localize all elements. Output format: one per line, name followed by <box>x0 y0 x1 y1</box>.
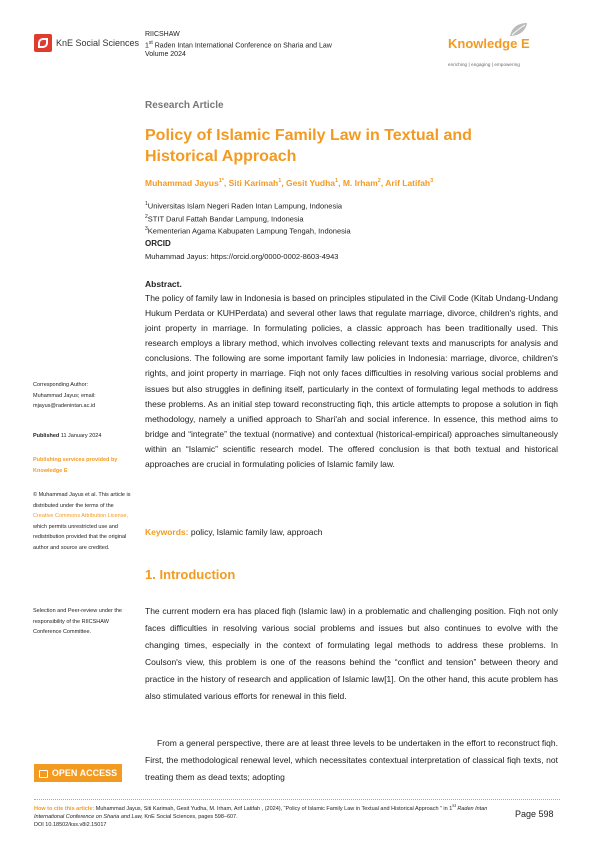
published-label: Published <box>33 433 60 439</box>
keywords-value: policy, Islamic family law, approach <box>190 527 323 537</box>
intro-paragraph-2: From a general perspective, there are at least three levels to be undertaken in the effort to reconstruct fiqh. First, the methodological renewal level, which necessitates contextual interpretation of classical fiqh texts, not treating them as dead texts; adopting <box>145 738 558 782</box>
author-affil-marker: 2 <box>377 178 381 185</box>
kne-logo-icon <box>34 34 52 52</box>
publisher-name: KnE Social Sciences <box>56 38 140 48</box>
conference-name: Raden Intan International Conference on Sharia and Law <box>154 42 332 50</box>
author-name: Siti Karimah <box>228 178 279 188</box>
abstract-text: The policy of family law in Indonesia is based on principles stipulated in the Civil Code (Kitab Undang-Undang Hukum Perdata or KUHPerdata) and several other laws that regulate marriage, divorce, children's rights, and joint property in marriage. In formulating policies, a classic approach has been traditionally used. This research employs a library method, which involves collecting relevant texts and manuscripts for analysis and conclusions. The following are some important family law policies in Indonesia: marriage, divorce, children's rights, and joint property in marriage. Fiqh not only faces difficulties in resolving various social problems and issues but also struggles in defining itself, particularly in the context of formulating legal methods to address these problems. As an initial step toward reconstructing fiqh, this article attempts to propose a solution in fiqh methodology, namely a unified approach to Shari'ah and social inference. In essence, this method aims to bridge and “integrate” the textual (normative) and contextual (historical-empirical) approaches simultaneously within an “Islamic” scientific research model. The offered conclusion is that both textual and historical approaches are crucial in formulating policies of Islamic family law. <box>145 293 558 470</box>
cite-text-1: Muhammad Jayus, Siti Karimah, Gesit Yudha, M. Irham, Arif Latifah , (2024), “Policy of Islamic Family Law in Textual and Historical Approach ” in 1 <box>95 805 453 812</box>
orcid-line: Muhammad Jayus: https://orcid.org/0000-0002-8603-4943 <box>145 252 339 261</box>
author-name: Muhammad Jayus <box>145 178 219 188</box>
corresponding-name: Muhammad Jayus; email: <box>33 392 96 399</box>
publisher-brand <box>34 34 139 52</box>
page-number: Page 598 <box>515 809 554 819</box>
affiliation: $^1$Universitas Islam Negeri Raden Intan Lampung, Indonesia <box>145 201 343 211</box>
lock-icon <box>39 770 48 778</box>
cite-label: How to cite this article: <box>34 805 95 812</box>
author-affil-marker: 1 <box>278 178 282 185</box>
author-name: Gesit Yudha <box>286 178 336 188</box>
published-value: 11 January 2024 <box>60 433 102 439</box>
cite-text-2: KnE Social Sciences, pages 598–607. <box>144 813 238 820</box>
author-list: Muhammad Jayus$^{1*}$, Siti Karimah$^1$, Gesit Yudha$^1$, M. Irham$^2$, Arif Latifah$^3$ <box>145 178 434 188</box>
author-name: Arif Latifah <box>385 178 431 188</box>
author-affil-marker: 1 <box>335 178 339 185</box>
publishing-services: Publishing services provided by Knowledge E <box>33 457 118 474</box>
author-affil-marker: 1* <box>218 178 224 185</box>
citation-footer: How to cite this article: Muhammad Jayus, Siti Karimah, Gesit Yudha, M. Irham, Arif Latifah , (2024), “Policy of Islamic Family Law in Textual and Historical Approach ” in 1st Raden Intan International Conference on Sharia and Law, KnE Social Sciences, pages 598–607. DOI 10.18502/kss.v8i2.15017 <box>34 803 488 828</box>
article-type: Research Article <box>145 100 224 111</box>
abstract-heading: Abstract. <box>145 279 182 289</box>
conference-short: RIICSHAW <box>145 31 180 38</box>
affiliation: $^3$Kementerian Agama Kabupaten Lampung Tengah, Indonesia <box>145 226 351 236</box>
section-heading-introduction: 1. Introduction <box>145 567 236 582</box>
footer-divider <box>34 799 560 800</box>
corresponding-author <box>33 380 133 412</box>
corresponding-email[interactable]: mjayus@radenintan.ac.id <box>33 403 96 409</box>
open-access-badge <box>34 764 122 782</box>
conference-full: 1st Raden Intan International Conference on Sharia and Law <box>145 40 332 50</box>
license-link[interactable]: Creative Commons Attribution License, <box>33 513 129 519</box>
peer-review-note: Selection and Peer-review under the responsibility of the RIICSHAW Conference Committee. <box>33 608 122 635</box>
copyright-notice <box>33 490 133 553</box>
keywords-label: Keywords: <box>145 527 189 537</box>
volume: Volume 2024 <box>145 51 186 59</box>
conference-info <box>145 30 332 59</box>
open-access-label: OPEN ACCESS <box>51 768 118 778</box>
corresponding-label: Corresponding Author: <box>33 382 89 388</box>
author-affil-marker: 3 <box>430 178 434 185</box>
affiliation: $^2$STIT Darul Fattah Bandar Lampung, Indonesia <box>145 213 304 223</box>
keywords <box>145 527 323 537</box>
ke-tagline: enriching | engaging | empowering <box>448 62 520 67</box>
article-title: Policy of Islamic Family Law in Textual and Historical Approach <box>145 127 472 165</box>
author-name: M. Irham <box>342 178 378 188</box>
copyright-suffix: which permits unrestricted use and redistribution provided that the original author and source are credited. <box>33 523 127 551</box>
doi[interactable]: DOI 10.18502/kss.v8i2.15017 <box>34 821 107 828</box>
intro-paragraph-1: The current modern era has placed fiqh (Islamic law) in a problematic and challenging position. Fiqh not only faces difficulties in resolving various social problems and issues but also continues to evolve with the changing times, especially in the context of formulating legal methods to address these problems. In Coulson's view, this problem is one of the reasons behind the “conflict and tension” between theory and practice in the history of research and application of Islamic law[1]. On the other hand, this acute problem has also stimulated various efforts for renewal in this field. <box>145 606 558 701</box>
ke-logo-name: Knowledge E <box>448 36 530 51</box>
affiliation-list <box>145 199 351 237</box>
orcid-heading: ORCID <box>145 239 171 248</box>
published-date <box>33 431 133 442</box>
cite-conference: Raden Intan International Conference on Sharia and Law, <box>34 805 488 820</box>
copyright-prefix: © Muhammad Jayus et al. This article is distributed under the terms of the <box>33 492 131 509</box>
